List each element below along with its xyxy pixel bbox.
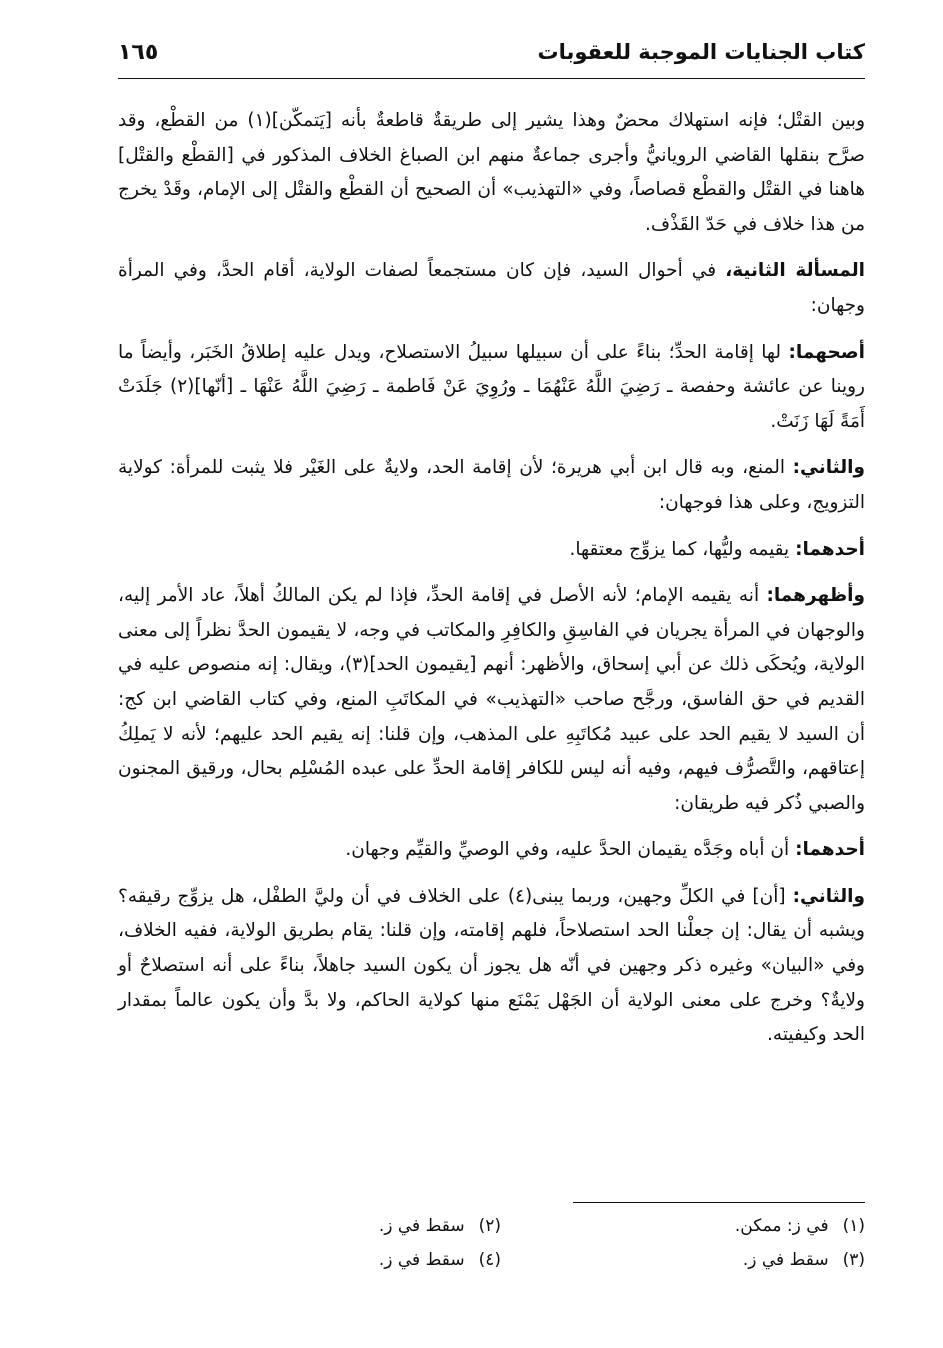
footnote-text: سقط في ز. [742, 1250, 829, 1270]
running-header [118, 34, 865, 79]
paragraph-text: يقيمه وليُّها، كما يزوِّج معتقها. [569, 538, 790, 560]
paragraph-label: أحدهما: [795, 538, 865, 560]
paragraph-text: [أن] في الكلِّ وجهين، وربما يبنى(٤) على الخلاف في أن وليَّ الطفْل، هل يزوِّج رقيقه؟ ويشبه أن يقال: إن جعلْنا الحد استصلاحاً، فلهم إقامته، وإن قلنا: يقام بطريق الولاية، ففيه الخلاف، وفي «البيان» وغيره ذكر وجهين في أنّه هل يجوز أن يكون السيد جاهلاً، بناءً على أنه استصلاحٌ أو ولايةٌ؟ وخرج على معنى الولاية أن الجَهْل يَمْنَع منها كولاية الحاكم، ولا بدَّ وأن يكون عالماً بمقدار الحد وكيفيته. [118, 885, 865, 1046]
footnote-divider [573, 1202, 865, 1203]
paragraph-text: المنع، وبه قال ابن أبي هريرة؛ لأن إقامة الحد، ولايةٌ على الغَيْر فلا يثبت للمرأة: كولاية التزويج، وعلى هذا فوجهان: [118, 457, 865, 513]
footnote-text: في ز: ممكن. [734, 1216, 829, 1236]
footnote-number: (٤) [478, 1250, 501, 1270]
paragraph [118, 254, 865, 323]
footnote-text: سقط في ز. [378, 1216, 465, 1236]
footnote-text: سقط في ز. [378, 1250, 465, 1270]
paragraph-text: أنه يقيمه الإمام؛ لأنه الأصل في إقامة الحدِّ، فإذا لم يكن المالكُ أهلاً، عاد الأمر إليه، والوجهان في المرأة يجريان في الفاسِقِ والكافِرِ والمكاتب في وجه، لا يقيمون الحدَّ نظراً إلى معنى الولاية، ويُحكَى ذلك عن أبي إسحاق، والأظهر: أنهم [يقيمون الحد](٣)، ويقال: إنه منصوص عليه في القديم في حق الفاسق، ورجَّح صاحب «التهذيب» في المكاتَبِ المنع، وفي كتاب القاضي ابن كج: أن السيد لا يقيم الحد على عبيد مُكاتَبِهِ على المذهب، وإن قلنا: إنه يقيم الحد عليهم؛ لأنه لا يَملِكُ إعتاقهم، والتَّصرُّف فيهم، وفيه أنه ليس للكافر إقامة الحدِّ على عبده المُسْلِم بحال، ورقيق المجنون والصبي ذُكر فيه طريقان: [118, 585, 866, 814]
paragraph [118, 104, 865, 242]
footnote [379, 1216, 501, 1236]
paragraph-label: وأظهرهما: [766, 585, 865, 607]
paragraph-label: المسألة الثانية، [725, 260, 866, 282]
footnote [743, 1250, 865, 1270]
paragraph-text: أن أباه وجَدَّه يقيمان الحدَّ عليه، وفي الوصيِّ والقيِّم وجهان. [345, 839, 790, 861]
paragraph [118, 451, 865, 520]
paragraph [118, 880, 865, 1053]
page-number: ١٦٥ [118, 40, 159, 65]
header-title: كتاب الجنايات الموجبة للعقوبات [537, 40, 865, 64]
footnote-number: (٣) [842, 1250, 865, 1270]
footnote-number: (٢) [478, 1216, 501, 1236]
paragraph-text: لها إقامة الحدِّ؛ بناءً على أن سبيلها سبيلُ الاستصلاح، ويدل عليه إطلاقُ الخَبَر، وأيضاً ما روينا عن عائشة وحفصة ـ رَضِيَ اللَّهُ عَنْهُمَا ـ ورُوِيَ عَنْ فَاطمة ـ رَضِيَ اللَّهُ عَنْهَا ـ [أنّها](٢) جَلَدَتْ أَمَةً لَهَا زَنَتْ. [118, 341, 865, 432]
paragraph [118, 533, 865, 568]
paragraph-label: والثاني: [792, 457, 865, 479]
footnote [379, 1250, 501, 1270]
paragraph [118, 336, 865, 440]
paragraph-label: والثاني: [792, 885, 866, 907]
paragraph-text: في أحوال السيد، فإن كان مستجمعاً لصفات الولاية، أقام الحدَّ، وفي المرأة وجهان: [118, 260, 865, 316]
paragraph-label: أحدهما: [795, 839, 865, 861]
footnote-number: (١) [842, 1216, 865, 1236]
paragraph [118, 579, 865, 821]
paragraph-label: أصحهما: [788, 341, 865, 363]
main-text [118, 104, 865, 1065]
footnote [735, 1216, 865, 1236]
paragraph [118, 833, 865, 868]
paragraph-text: وبين القتْل؛ فإنه استهلاك محضٌ وهذا يشير إلى طريقةٌ قاطعةٌ بأنه [يَتمكّن](١) من القطْع، وقد صرَّح بنقلها القاضي الرويانيُّ وأجرى جماعةٌ منهم ابن الصباغ الخلاف المذكور في [القطْع والقتْل] هاهنا في القتْل والقطْع قصاصاً، وفي «التهذيب» أن الصحيح أن القطْع والقتْل إلى الإمام، وقَدْ يخرج من هذا خلاف في حَدّ القَذْف. [118, 110, 865, 235]
